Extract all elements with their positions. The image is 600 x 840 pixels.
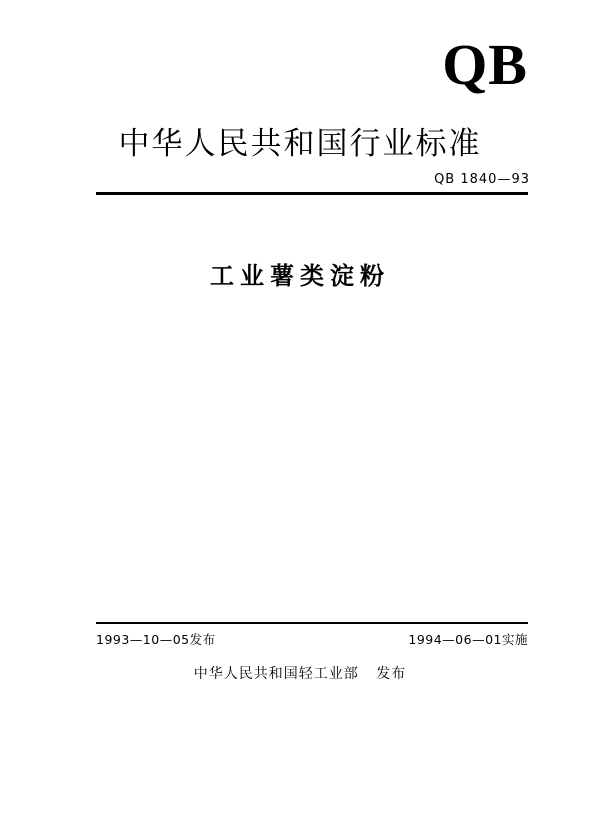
qb-mark: QB (442, 32, 528, 97)
footer-divider (96, 622, 528, 624)
issue-date: 1993—10—05发布 (96, 632, 216, 647)
effective-date: 1994—06—01实施 (408, 632, 528, 647)
standard-code: QB 1840—93 (434, 172, 530, 187)
issuer-name: 中华人民共和国轻工业部 (193, 666, 359, 682)
header-divider (96, 192, 528, 195)
issuer-verb: 发布 (376, 666, 407, 682)
document-title: 工业薯类淀粉 (210, 262, 390, 290)
dates-row (96, 630, 528, 648)
standard-series-title: 中华人民共和国行业标准 (118, 126, 482, 162)
issuer-row (0, 663, 600, 683)
